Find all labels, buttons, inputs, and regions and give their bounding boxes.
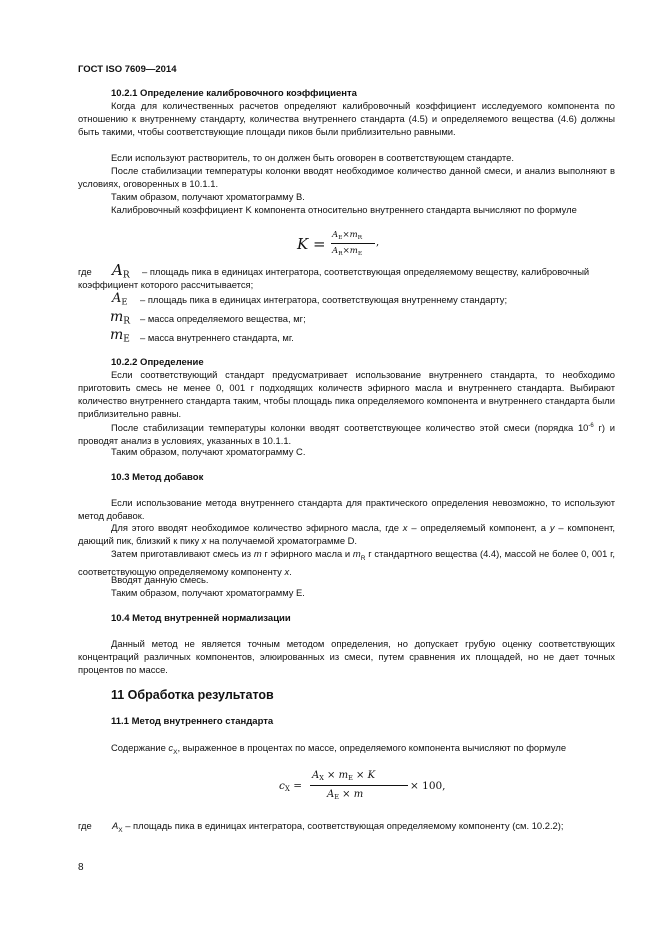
paragraph: Калибровочный коэффициент K компонента относительно внутреннего стандарта вычисляют по формуле bbox=[111, 204, 577, 215]
paragraph: После стабилизации температуры колонки вводят необходимое количество данной смеси, и анализ выполняют в условиях, оговоренных в 10.1.1. bbox=[78, 165, 615, 189]
where-item: – площадь пика в единицах интегратора, соответствующая определяемому веществу, калибровочный коэффициент которого рассчитывается; bbox=[78, 266, 590, 290]
paragraph: После стабилизации температуры колонки вводят соответствующее количество этой смеси (порядка $10^{-6}$ г) и проводят анализ в условиях, указанных в 10.1.1. bbox=[78, 422, 615, 447]
formula-lhs: $c_X$ = bbox=[279, 780, 303, 794]
page-number: 8 bbox=[78, 862, 84, 873]
symbol-mr: $m_R$ bbox=[110, 309, 131, 327]
symbol-me: $m_E$ bbox=[110, 327, 130, 345]
document-header: ГОСТ ISO 7609—2014 bbox=[78, 64, 177, 75]
where-label: где bbox=[78, 266, 92, 277]
formula-lhs: K = bbox=[297, 235, 326, 253]
paragraph: Таким образом, получают хроматограмму Е. bbox=[111, 587, 305, 598]
fraction-bar bbox=[331, 243, 375, 244]
formula-tail: × 100, bbox=[410, 780, 446, 792]
formula-numerator: $A_X \times m_E \times K$ bbox=[312, 770, 376, 782]
section-title-10-2-1: 10.2.1 Определение калибровочного коэффициента bbox=[111, 88, 357, 99]
where-item: – масса определяемого вещества, мг; bbox=[140, 313, 306, 324]
where-item: – масса внутреннего стандарта, мг. bbox=[140, 332, 294, 343]
paragraph: Содержание $c_X$, выраженное в процентах по массе, определяемого компонента вычисляют по формуле bbox=[111, 742, 567, 756]
symbol-ar: $A_R$ bbox=[112, 261, 130, 281]
symbol-ae: $A_E$ bbox=[112, 291, 128, 308]
paragraph: Если использование метода внутреннего стандарта для практического определения невозможно, то используют метод добавок. bbox=[78, 497, 615, 521]
paragraph: Если соответствующий стандарт предусматривает использование внутреннего стандарта, то необходимо приготовить смесь не менее 0, 001 г подходящих количеств эфирного масла и внутреннего стандарта. Выбирают количество внутреннего стандарта таким, чтобы площадь пика определяемого компонента и внутреннего стандарта были приблизительно равны. bbox=[78, 369, 615, 419]
paragraph: Когда для количественных расчетов определяют калибровочный коэффициент исследуемого компонента по отношению к внутреннему стандарту, количества внутреннего стандарта (4.5) и определяемого вещества (4.6) должны быть такими, чтобы соответствующие площади пиков были приблизительно равными. bbox=[78, 100, 615, 137]
section-title-11-1: 11.1 Метод внутреннего стандарта bbox=[111, 716, 274, 727]
where-label: где bbox=[78, 820, 92, 831]
formula-tail: , bbox=[376, 237, 380, 248]
paragraph: Для этого вводят необходимое количество эфирного масла, где x – определяемый компонент, а y – компонент, дающий пик, близкий к пику x на получаемой хроматограмме D. bbox=[78, 522, 615, 546]
paragraph: Таким образом, получают хроматограмму В. bbox=[111, 191, 305, 202]
section-title-10-2-2: 10.2.2 Определение bbox=[111, 357, 204, 368]
where-item: $A_X$ – площадь пика в единицах интегратора, соответствующая определяемому компоненту (см. 10.2.2); bbox=[112, 820, 564, 834]
section-title-10-4: 10.4 Метод внутренней нормализации bbox=[111, 613, 291, 624]
paragraph: Данный метод не является точным методом определения, но допускает грубую оценку соответствующих концентраций различных компонентов, элюированных из смеси, путем сравнения их площадей, но не дает точных процентов по массе. bbox=[78, 638, 615, 675]
formula-numerator: $A_E\times m_R$ bbox=[332, 230, 363, 241]
where-item: – площадь пика в единицах интегратора, соответствующая внутреннему стандарту; bbox=[140, 294, 508, 305]
formula-denominator: $A_E \times m$ bbox=[327, 789, 364, 801]
paragraph: Вводят данную смесь. bbox=[111, 574, 209, 585]
paragraph: Затем приготавливают смесь из m г эфирного масла и $m_R$ г стандартного вещества (4.4), массой не более 0, 001 г, соответствующую определяемому компоненту x. bbox=[78, 548, 615, 577]
section-title-11: 11 Обработка результатов bbox=[111, 688, 274, 702]
fraction-bar bbox=[310, 785, 408, 786]
formula-denominator: $A_R\times m_E$ bbox=[332, 246, 363, 257]
paragraph: Если используют растворитель, то он должен быть оговорен в соответствующем стандарте. bbox=[111, 152, 514, 163]
section-title-10-3: 10.3 Метод добавок bbox=[111, 472, 204, 483]
paragraph: Таким образом, получают хроматограмму С. bbox=[111, 446, 306, 457]
